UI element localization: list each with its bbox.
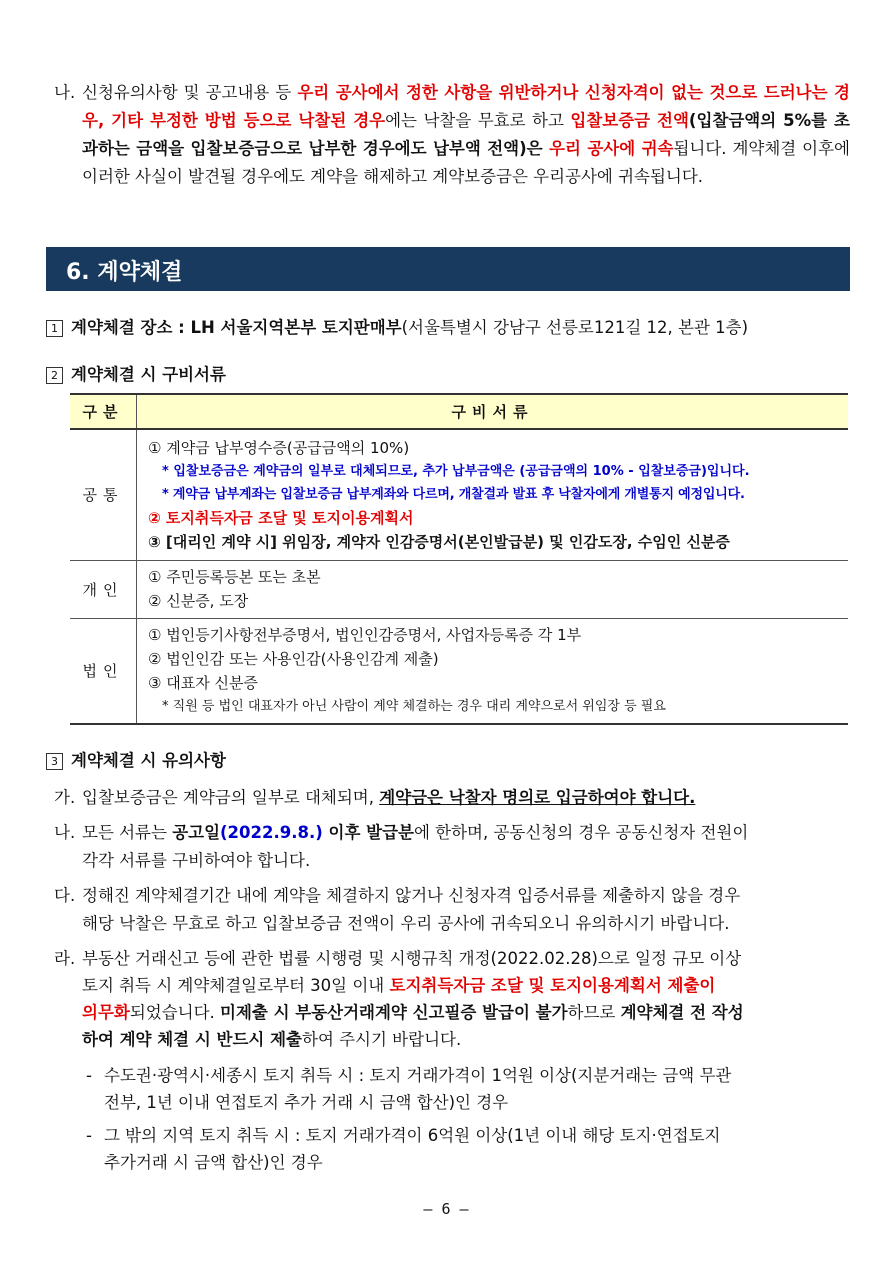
- section-title: 6. 계약체결: [66, 260, 183, 285]
- note-ra-bold-2: 계약체결 전 작성: [620, 1003, 744, 1022]
- intro-red-3: 우리 공사에 귀속: [549, 139, 674, 158]
- item-number-box: 2: [46, 367, 63, 384]
- section-header: [46, 247, 850, 291]
- category-common: 공통: [70, 429, 137, 560]
- documents-table: [70, 393, 848, 725]
- common-line-1: ① 계약금 납부영수증(공급금액의 10%): [148, 438, 410, 457]
- note-da-marker: 다.: [54, 886, 76, 905]
- intro-red-2: 입찰보증금 전액: [570, 111, 689, 130]
- note-da-line-1: 정해진 계약체결기간 내에 계약을 체결하지 않거나 신청자격 입증서류를 제출하지 않을 경우: [82, 886, 741, 905]
- note-ga-line: [82, 784, 695, 812]
- note-na-bold-2: 이후 발급분: [322, 823, 414, 842]
- dash-1-marker: -: [86, 1066, 92, 1085]
- note-ga-marker: 가.: [54, 788, 76, 807]
- dash-2-line-1: 그 밖의 지역 토지 취득 시 : 토지 거래가격이 6억원 이상(1년 이내 해당 토지·연접토지: [104, 1126, 721, 1145]
- note-na-bold-1: 공고일: [172, 823, 221, 842]
- note-ra-red-2: 의무화: [82, 1003, 130, 1022]
- note-na-date: (2022.9.8.): [220, 823, 323, 842]
- note-ga-text: 입찰보증금은 계약금의 일부로 대체되며,: [82, 788, 380, 807]
- intro-marker: 나.: [54, 83, 76, 102]
- item-location: [46, 314, 748, 342]
- note-ra-line-1: 부동산 거래신고 등에 관한 법률 시행령 및 시행규칙 개정(2022.02.28)으로 일정 규모 이상: [82, 949, 742, 968]
- note-ra-line-4: [82, 1026, 461, 1054]
- corporate-docs: [137, 618, 849, 724]
- note-ga-underlined: 계약금은 낙찰자 명의로 입금하여야 합니다.: [379, 788, 696, 807]
- corporate-line-3: ③ 대표자 신분증: [148, 674, 258, 693]
- note-na-text-2: 에 한하며, 공동신청의 경우 공동신청자 전원이: [413, 823, 749, 842]
- dash-2-line-2: 추가거래 시 금액 합산)인 경우: [104, 1153, 323, 1172]
- note-na-text-1: 모든 서류는: [82, 823, 173, 842]
- common-note-2: * 계약금 납부계좌는 입찰보증금 납부계좌와 다르며, 개찰결과 발표 후 낙찰자에게 개별통지 예정입니다.: [162, 486, 745, 502]
- header-category: 구분: [70, 394, 137, 429]
- page-number: – 6 –: [423, 1200, 469, 1218]
- note-ra-red-1: 토지취득자금 조달 및 토지이용계획서 제출이: [389, 976, 716, 995]
- location-address: (서울특별시 강남구 선릉로121길 12, 본관 1층): [401, 318, 749, 337]
- dash-1-line-1: 수도권·광역시·세종시 토지 취득 시 : 토지 거래가격이 1억원 이상(지분거래는 금액 무관: [104, 1066, 732, 1085]
- note-ra-bold-1: 미제출 시 부동산거래계약 신고필증 발급이 불가: [220, 1003, 568, 1022]
- note-ra-text-2: 토지 취득 시 계약체결일로부터 30일 이내: [82, 976, 390, 995]
- header-documents: 구비서류: [137, 394, 849, 429]
- note-ra-text-3: 되었습니다.: [129, 1003, 221, 1022]
- dash-1-line-2: 전부, 1년 이내 연접토지 추가 거래 시 금액 합산)인 경우: [104, 1093, 509, 1112]
- note-ra-bold-3: 하여 계약 체결 시 반드시 제출: [82, 1030, 302, 1049]
- documents-heading: 계약체결 시 구비서류: [71, 365, 226, 384]
- table-row-common: [70, 429, 848, 560]
- note-ra-text-4: 하므로: [567, 1003, 621, 1022]
- dash-2-marker: -: [86, 1126, 92, 1145]
- corporate-line-2: ② 법인인감 또는 사용인감(사용인감계 제출): [148, 650, 439, 669]
- individual-docs: [137, 560, 849, 618]
- item-number-box: 3: [46, 753, 63, 770]
- common-line-2: ② 토지취득자금 조달 및 토지이용계획서: [148, 508, 414, 527]
- item-notes: [46, 747, 226, 775]
- note-na-marker: 나.: [54, 823, 76, 842]
- note-na-line-1: [82, 819, 748, 847]
- individual-line-1: ① 주민등록등본 또는 초본: [148, 568, 321, 586]
- location-label: 계약체결 장소 : LH 서울지역본부 토지판매부: [71, 318, 402, 337]
- table-header-row: [70, 394, 848, 429]
- common-line-3: ③ [대리인 계약 시] 위임장, 계약자 인감증명서(본인발급분) 및 인감도장, 수임인 신분증: [148, 532, 730, 551]
- note-ra-line-3: [82, 999, 744, 1027]
- note-ra-marker: 라.: [54, 949, 76, 968]
- table-row-corporate: [70, 618, 848, 724]
- corporate-line-1: ① 법인등기사항전부증명서, 법인인감증명서, 사업자등록증 각 1부: [148, 626, 582, 645]
- common-docs: [137, 429, 849, 560]
- table-row-individual: [70, 560, 848, 618]
- note-na-line-2: 각각 서류를 구비하여야 합니다.: [82, 851, 311, 870]
- note-ra-text-5: 하여 주시기 바랍니다.: [302, 1030, 462, 1049]
- note-ra-line-2: [82, 972, 715, 1000]
- notes-heading: 계약체결 시 유의사항: [71, 751, 226, 770]
- item-documents: [46, 361, 226, 389]
- item-number-box: 1: [46, 320, 63, 337]
- intro-red-1: 우리 공사에서 정한 사항을 위반하거나 신청자격이 없는 것으로 드러나는 경우, 기타 부정한 방법 등으로 낙찰된 경우: [82, 83, 851, 130]
- intro-text-3: 됩니다. 계약체결 이후에 이러한 사실이 발견될 경우에도 계약을 해제하고 계약보증금은 우리공사에 귀속됩니다.: [82, 139, 850, 186]
- corporate-note-1: * 직원 등 법인 대표자가 아닌 사람이 계약 체결하는 경우 대리 계약으로서 위임장 등 필요: [162, 699, 666, 715]
- intro-paragraph: [82, 79, 850, 191]
- category-corporate: 법인: [70, 618, 137, 724]
- note-da-line-2: 해당 낙찰은 무효로 하고 입찰보증금 전액이 우리 공사에 귀속되오니 유의하시기 바랍니다.: [82, 914, 730, 933]
- individual-line-2: ② 신분증, 도장: [148, 592, 249, 610]
- common-note-1: * 입찰보증금은 계약금의 일부로 대체되므로, 추가 납부금액은 (공급금액의 10% - 입찰보증금)입니다.: [162, 463, 750, 479]
- intro-text-1: 신청유의사항 및 공고내용 등: [82, 83, 298, 102]
- intro-text-2: 에는 낙찰을 무효로 하고: [385, 111, 571, 130]
- intro-bold-1: (입찰금액의 5%를 초과하는 금액을 입찰보증금으로 납부한 경우에도 납부액 전액)은: [82, 111, 850, 158]
- category-individual: 개인: [70, 560, 137, 618]
